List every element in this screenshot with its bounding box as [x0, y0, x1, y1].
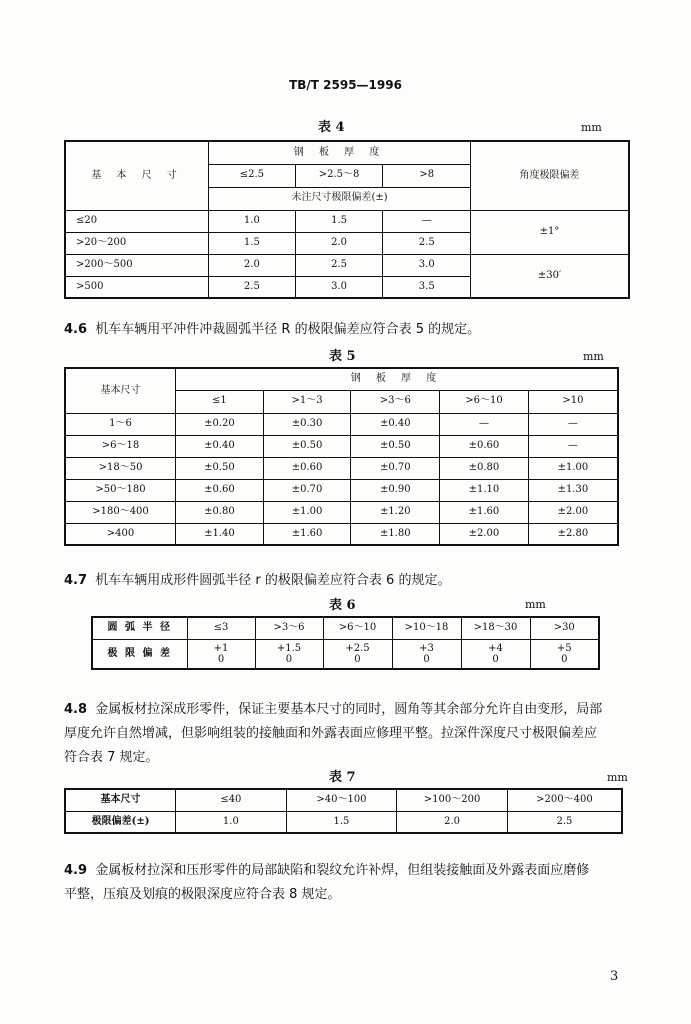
table4-cell: 3.5 [383, 276, 471, 298]
section-4-8 [64, 698, 644, 770]
tolerance-upper: +3 [419, 642, 434, 654]
table5-cell: ±2.80 [528, 523, 618, 545]
table7-cell: 1.5 [286, 811, 397, 833]
table5-row-size: >50～180 [65, 479, 176, 501]
tolerance-lower: 0 [492, 653, 499, 665]
table6-col-header: ≤3 [187, 617, 255, 639]
section-text: 机车车辆用平冲件冲裁圆弧半径 R 的极限偏差应符合表 5 的规定。 [95, 322, 481, 337]
table5-cell: ±1.10 [440, 479, 529, 501]
table6-tolerance [323, 639, 392, 669]
table4-row-size: ≤20 [65, 210, 209, 232]
table5-col-header: >10 [528, 390, 618, 413]
table5-col-header: >3～6 [351, 390, 440, 413]
table5-cell: ±0.50 [351, 435, 440, 457]
section-number: 4.7 [64, 573, 88, 588]
table7-col-header: >100～200 [397, 789, 508, 811]
table6-tolerance [187, 639, 255, 669]
table6-col-header: >3～6 [255, 617, 323, 639]
table4-col-header: ≤2.5 [209, 164, 296, 187]
table5-cell: ±0.40 [351, 413, 440, 435]
table7-caption: 表 7 [329, 770, 356, 785]
tolerance-upper: +2.5 [345, 642, 370, 654]
table5-caption: 表 5 [329, 349, 356, 364]
table5-cell: ±0.20 [176, 413, 264, 435]
table4-cell: — [383, 210, 471, 232]
page-number: 3 [610, 969, 619, 984]
table5-cell: ±1.00 [528, 457, 618, 479]
table5-cell: ±0.60 [440, 435, 529, 457]
table7-col-header: >40～100 [286, 789, 397, 811]
table7-cell: 2.0 [397, 811, 508, 833]
table7-col-header: ≤40 [176, 789, 287, 811]
table4-cell: 2.5 [383, 232, 471, 254]
table5-cell: ±0.90 [351, 479, 440, 501]
tolerance-upper: +1 [213, 642, 229, 654]
table5-cell: ±1.60 [440, 501, 529, 523]
table5-row-size: >400 [65, 523, 176, 545]
table5-cell: ±0.80 [176, 501, 264, 523]
table4-header-angle: 角度极限偏差 [471, 141, 629, 210]
table5-cell: ±1.00 [263, 501, 351, 523]
table7-cell: 1.0 [176, 811, 287, 833]
table6-col-header: >6～10 [323, 617, 392, 639]
section-text-line: 厚度允许自然增减，但影响组装的接触面和外露表面应修理平整。拉深件深度尺寸极限偏差应 [64, 726, 598, 741]
table4-cell: 3.0 [383, 254, 471, 276]
table5-row-size: 1～6 [65, 413, 176, 435]
table6-col-header: >10～18 [392, 617, 461, 639]
table4-cell: 1.0 [209, 210, 296, 232]
table4 [64, 140, 630, 299]
table5-cell: — [528, 413, 618, 435]
table6-tolerance [392, 639, 461, 669]
section-4-6 [64, 318, 480, 342]
table6-col-header: >18～30 [461, 617, 530, 639]
table4-cell: 1.5 [295, 210, 383, 232]
table4-cell: 2.5 [295, 254, 383, 276]
section-text-line: 金属板材拉深成形零件，保证主要基本尺寸的同时，圆角等其余部分允许自由变形，局部 [95, 702, 603, 717]
table6-unit: mm [525, 598, 546, 611]
tolerance-lower: 0 [217, 653, 225, 665]
table5-cell: ±0.70 [351, 457, 440, 479]
table4-angle-value: ±30′ [471, 254, 629, 298]
table5-cell: ±0.30 [263, 413, 351, 435]
table4-unit: mm [581, 121, 602, 134]
table6-header-radius: 圆 弧 半 径 [92, 617, 187, 639]
table5-row-size: >18～50 [65, 457, 176, 479]
section-number: 4.9 [64, 863, 88, 878]
table4-header-thickness: 钢 板 厚 度 [209, 141, 471, 164]
table6-header-deviation: 极 限 偏 差 [92, 639, 187, 669]
table7-header-deviation: 极限偏差(±) [65, 811, 176, 833]
table5-cell: ±0.50 [176, 457, 264, 479]
table5-col-header: >1～3 [263, 390, 351, 413]
table4-col-header: >8 [383, 164, 471, 187]
table4-col-header: >2.5～8 [295, 164, 383, 187]
table5-cell: ±0.40 [176, 435, 264, 457]
table5-col-header: >6～10 [440, 390, 529, 413]
table6-tolerance [461, 639, 530, 669]
table7 [64, 788, 623, 834]
tolerance-upper: +1.5 [276, 642, 302, 654]
table5-cell: ±1.80 [351, 523, 440, 545]
table5-cell: ±0.80 [440, 457, 529, 479]
table5 [64, 367, 619, 546]
section-number: 4.8 [64, 702, 88, 717]
table5-cell: ±1.40 [176, 523, 264, 545]
tolerance-lower: 0 [423, 653, 430, 665]
table5-row-size: >180～400 [65, 501, 176, 523]
table6-caption: 表 6 [329, 598, 356, 613]
table4-header-untoleranced: 未注尺寸极限偏差(±) [209, 187, 471, 210]
table4-cell: 1.5 [209, 232, 296, 254]
table7-unit: mm [607, 771, 628, 784]
section-4-7 [64, 569, 450, 593]
table5-cell: — [440, 413, 529, 435]
table5-row-size: >6～18 [65, 435, 176, 457]
table7-header-basic-size: 基本尺寸 [65, 789, 176, 811]
table4-cell: 2.0 [209, 254, 296, 276]
tolerance-lower: 0 [561, 653, 568, 665]
table4-row-size: >500 [65, 276, 209, 298]
table7-col-header: >200～400 [507, 789, 622, 811]
table5-cell: ±0.60 [176, 479, 264, 501]
table5-header-thickness: 钢 板 厚 度 [176, 368, 618, 390]
table5-cell: ±2.00 [440, 523, 529, 545]
table4-caption: 表 4 [318, 120, 345, 135]
table6-tolerance [255, 639, 323, 669]
table4-header-basic-size: 基 本 尺 寸 [65, 141, 209, 210]
tolerance-lower: 0 [354, 653, 361, 665]
section-text-line: 金属板材拉深和压形零件的局部缺陷和裂纹允许补焊，但组装接触面及外露表面应磨修 [95, 863, 590, 878]
table6-col-header: >30 [530, 617, 599, 639]
table5-cell: ±0.50 [263, 435, 351, 457]
section-4-9 [64, 859, 644, 907]
table5-cell: ±0.60 [263, 457, 351, 479]
table5-cell: ±2.00 [528, 501, 618, 523]
section-text: 机车车辆用成形件圆弧半径 r 的极限偏差应符合表 6 的规定。 [95, 573, 451, 588]
tolerance-upper: +4 [488, 642, 503, 654]
table4-row-size: >20～200 [65, 232, 209, 254]
table6-tolerance [530, 639, 599, 669]
tolerance-upper: +5 [556, 642, 572, 654]
table4-cell: 2.0 [295, 232, 383, 254]
section-number: 4.6 [64, 322, 88, 337]
table5-cell: — [528, 435, 618, 457]
table5-cell: ±1.60 [263, 523, 351, 545]
table6 [91, 616, 600, 670]
table5-cell: ±0.70 [263, 479, 351, 501]
table5-cell: ±1.30 [528, 479, 618, 501]
table5-unit: mm [583, 350, 604, 363]
table5-cell: ±1.20 [351, 501, 440, 523]
section-text-line: 平整，压痕及划痕的极限深度应符合表 8 规定。 [64, 887, 341, 902]
section-text-line: 符合表 7 规定。 [64, 750, 159, 765]
table4-cell: 2.5 [209, 276, 296, 298]
tolerance-lower: 0 [285, 653, 293, 665]
table4-angle-value: ±1° [471, 210, 629, 254]
table7-cell: 2.5 [507, 811, 622, 833]
table5-col-header: ≤1 [176, 390, 264, 413]
table4-row-size: >200～500 [65, 254, 209, 276]
document-code: TB/T 2595—1996 [289, 78, 402, 92]
table4-cell: 3.0 [295, 276, 383, 298]
table5-header-basic-size: 基本尺寸 [65, 368, 176, 413]
